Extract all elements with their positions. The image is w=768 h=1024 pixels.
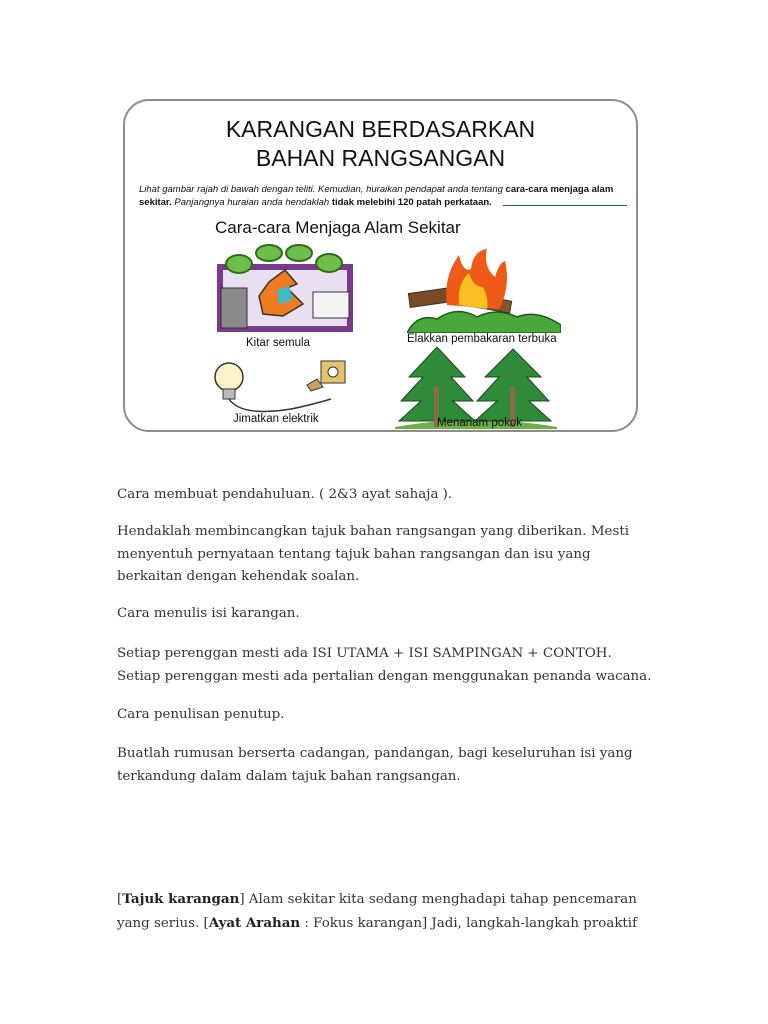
p7-line2-b: : Fokus karangan] Jadi, langkah-langkah proaktif (304, 915, 638, 931)
p4-line2: Setiap perenggan mesti ada pertalian dengan menggunakan penanda wacana. (117, 668, 652, 684)
p6-line1: Buatlah rumusan berserta cadangan, pandangan, bagi keseluruhan isi yang (117, 746, 633, 761)
poster-title-line1: KARANGAN BERDASARKAN (225, 116, 536, 142)
caption-trees: Menanam pokok (437, 417, 523, 429)
p3-line: Cara menulis isi karangan. (117, 606, 300, 621)
poster-title-line2: BAHAN RANGSANGAN (255, 145, 506, 171)
p6-line2: terkandung dalam dalam tajuk bahan rangsangan. (117, 768, 461, 784)
p2-line1: Hendaklah membincangkan tajuk bahan rangsangan yang diberikan. Mesti (117, 524, 629, 539)
paragraph-2 (117, 521, 657, 589)
blue-underline (503, 205, 627, 206)
p4-line1: Setiap perenggan mesti ada ISI UTAMA + ISI SAMPINGAN + CONTOH. (117, 646, 612, 661)
bracket-open: [ (117, 892, 123, 907)
instruction-italic-2: Panjangnya huraian anda hendaklah (174, 197, 330, 208)
ayat-arahan-label: Ayat Arahan (208, 914, 301, 931)
paragraph-5 (117, 704, 657, 727)
poster-image (123, 99, 638, 432)
paragraph-1 (117, 484, 657, 507)
caption-fire: Elakkan pembakaran terbuka (407, 333, 557, 345)
paragraph-3 (117, 603, 657, 626)
p2-line3: berkaitan dengan kehendak soalan. (117, 569, 360, 584)
caption-recycle: Kitar semula (246, 337, 310, 349)
p7-line2-a: yang serius. [ (117, 915, 209, 931)
instruction-bold-2: tidak melebihi 120 patah perkataan. (331, 197, 492, 208)
poster-subheading: Cara-cara Menjaga Alam Sekitar (215, 218, 461, 237)
paragraph-7 (117, 888, 657, 935)
instruction-italic-1: Lihat gambar rajah di bawah dengan teliti. Kemudian, huraikan pendapat anda tentang (139, 184, 503, 195)
p7-line2 (117, 912, 657, 936)
p1-line: Cara membuat pendahuluan. ( 2&3 ayat sahaja ). (117, 487, 453, 502)
paragraph-4 (117, 643, 657, 688)
electric-illustration (211, 359, 361, 419)
fire-illustration (407, 247, 561, 333)
recycle-illustration (217, 244, 353, 334)
p2-line2: menyentuh pernyataan tentang tajuk bahan rangsangan dan isu yang (117, 546, 591, 562)
tajuk-karangan-label: Tajuk karangan (122, 891, 240, 907)
p7-rest1: ] Alam sekitar kita sedang menghadapi tahap pencemaran (239, 892, 637, 907)
p7-line1 (117, 888, 657, 912)
paragraph-6 (117, 743, 657, 788)
instruction-bold-1: cara-cara menjaga alam sekitar. (139, 184, 614, 208)
caption-electric: Jimatkan elektrik (233, 413, 319, 425)
p5-line: Cara penulisan penutup. (117, 707, 285, 722)
